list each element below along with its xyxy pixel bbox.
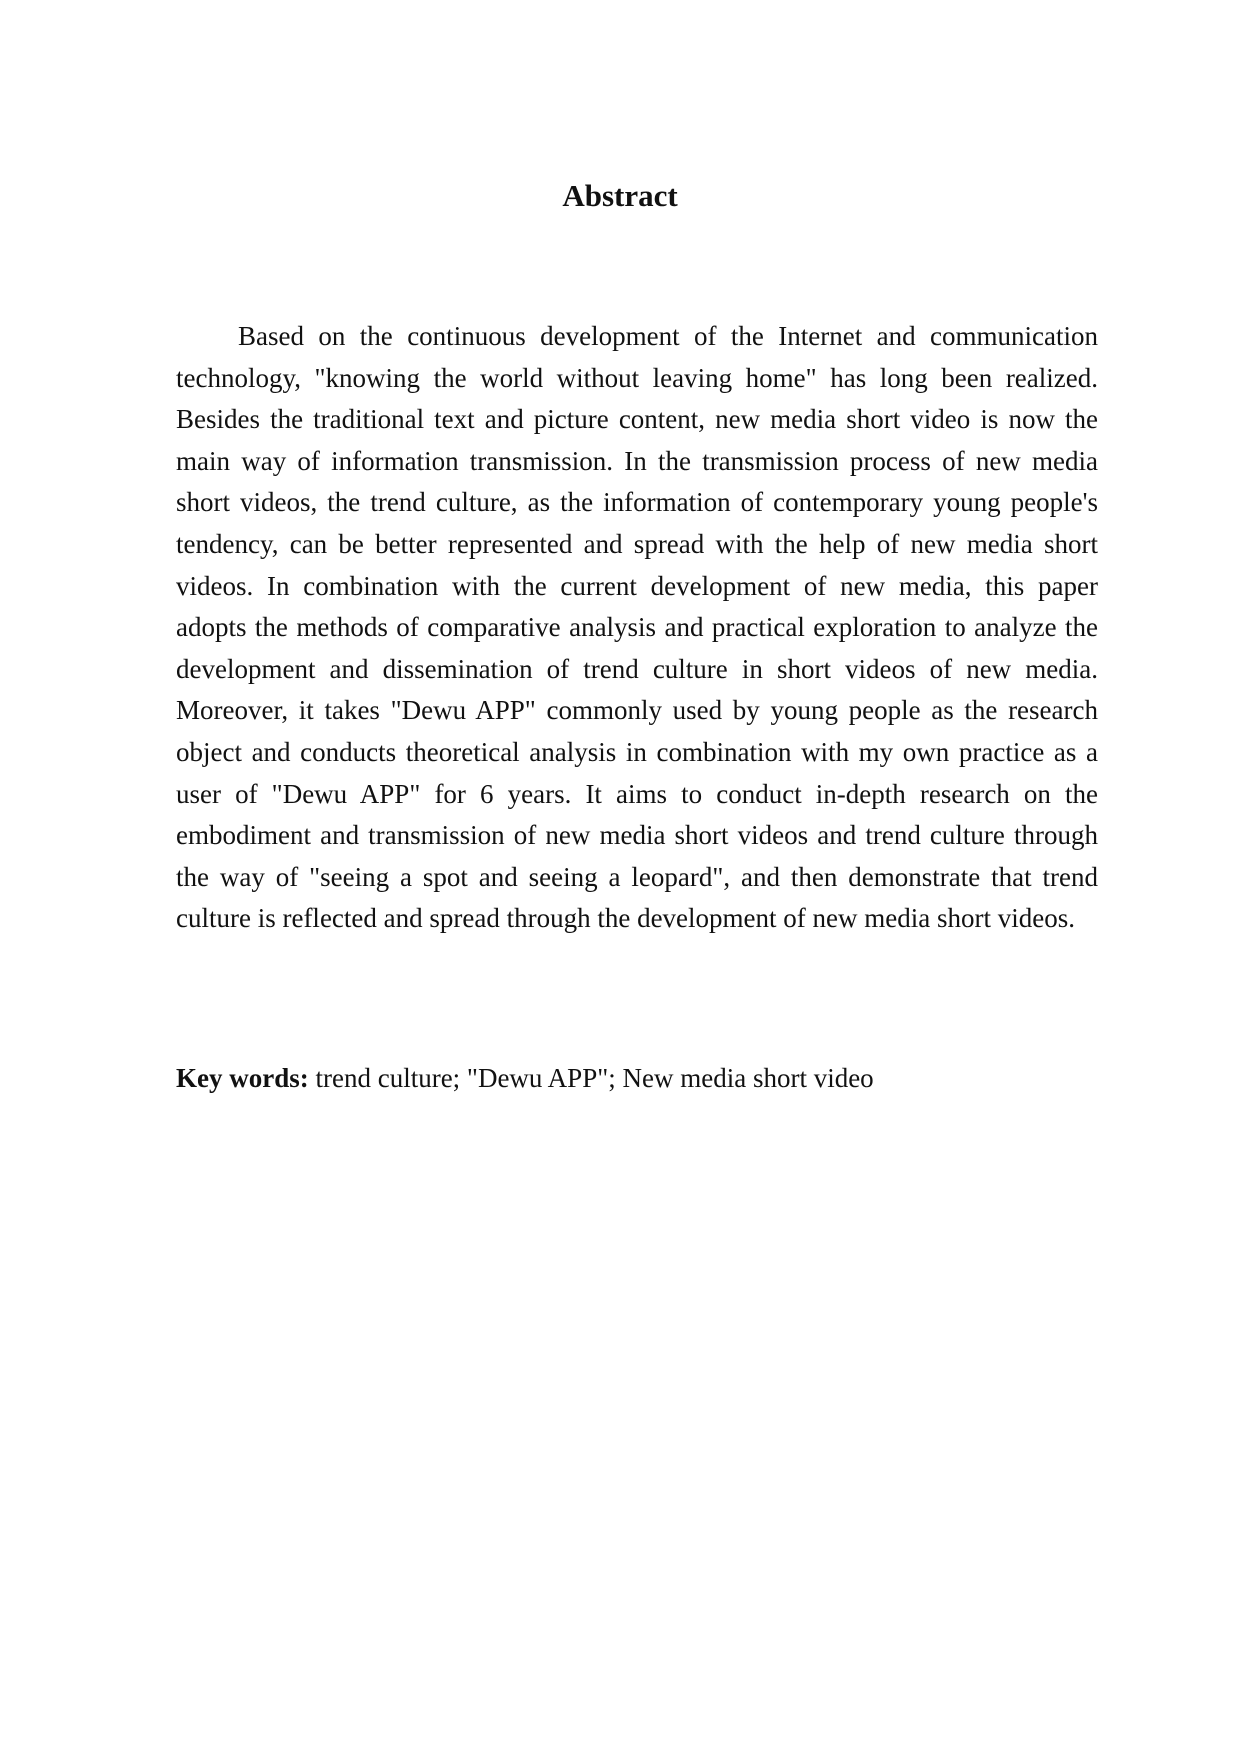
keywords-label: Key words:: [176, 1063, 309, 1093]
page-title: Abstract: [562, 178, 678, 213]
abstract-paragraph: Based on the continuous development of the Internet and communication technology, "knowing the world without leaving home" has long been realized. Besides the traditional text and picture content, new media short video is now the main way of information transmission. In the transmission process of new media short videos, the trend culture, as the information of contemporary young people's tendency, can be better represented and spread with the help of new media short videos. In combination with the current development of new media, this paper adopts the methods of comparative analysis and practical exploration to analyze the development and dissemination of trend culture in short videos of new media. Moreover, it takes "Dewu APP" commonly used by young people as the research object and conducts theoretical analysis in combination with my own practice as a user of "Dewu APP" for 6 years. It aims to conduct in-depth research on the embodiment and transmission of new media short videos and trend culture through the way of "seeing a spot and seeing a leopard", and then demonstrate that trend culture is reflected and spread through the development of new media short videos.: [176, 321, 1098, 934]
keywords-text: trend culture; "Dewu APP"; New media short video: [315, 1063, 874, 1093]
keywords-line: [176, 1058, 1098, 1100]
